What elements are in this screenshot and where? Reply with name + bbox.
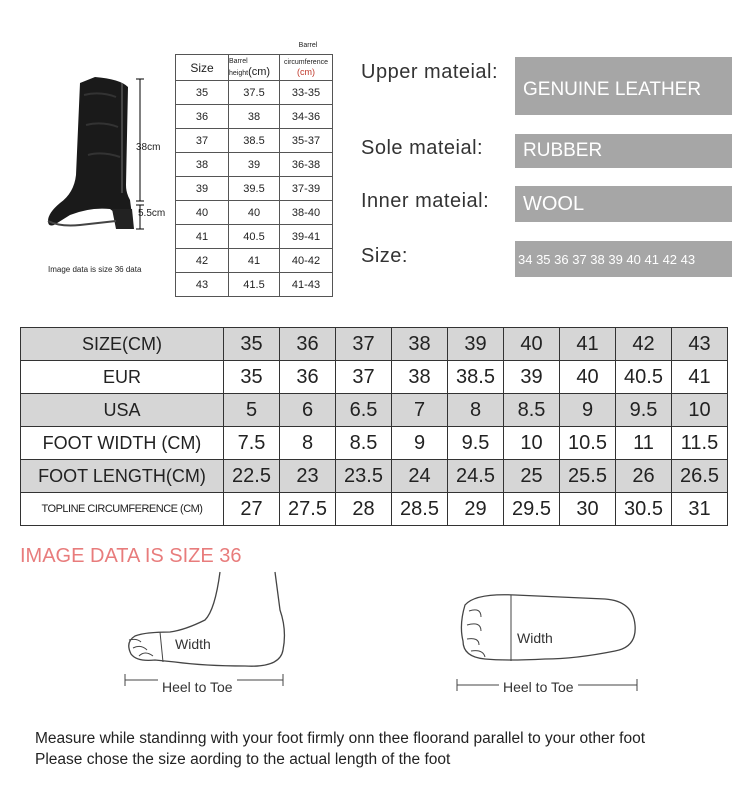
barrel-circ-header-top bbox=[280, 42, 336, 50]
boot-height-label: 38cm bbox=[136, 142, 161, 153]
barrel-height-unit: (cm) bbox=[248, 65, 271, 78]
size-table-cell: 6.5 bbox=[336, 394, 392, 427]
size-table-cell: 24.5 bbox=[448, 460, 504, 493]
top-width-label: Width bbox=[517, 630, 553, 646]
size-table-cell: 23.5 bbox=[336, 460, 392, 493]
size-table-cell: 11.5 bbox=[672, 427, 728, 460]
size-table-cell: 27.5 bbox=[280, 493, 336, 526]
size-table-row-header: FOOT WIDTH (CM) bbox=[21, 427, 224, 460]
barrel-table-row bbox=[176, 249, 333, 273]
barrel-header-size: Size bbox=[176, 55, 229, 81]
size-table-cell: 26.5 bbox=[672, 460, 728, 493]
barrel-table-row bbox=[176, 273, 333, 297]
size-table-cell: 9 bbox=[392, 427, 448, 460]
size-table-cell: 37 bbox=[336, 361, 392, 394]
size-table-cell: 35 bbox=[224, 361, 280, 394]
barrel-table-cell: 38-40 bbox=[280, 201, 333, 225]
barrel-table-cell: 36 bbox=[176, 105, 229, 129]
size-table-cell: 7.5 bbox=[224, 427, 280, 460]
barrel-height-word: Barrel bbox=[229, 57, 248, 65]
barrel-table-cell: 38 bbox=[176, 153, 229, 177]
top-length-label: Heel to Toe bbox=[499, 679, 578, 695]
size-table-cell: 25 bbox=[504, 460, 560, 493]
upper-material-label: Upper mateial: bbox=[361, 61, 499, 83]
size-table-cell: 10 bbox=[672, 394, 728, 427]
size-table-cell: 36 bbox=[280, 328, 336, 361]
size-table-cell: 41 bbox=[672, 361, 728, 394]
barrel-header-height bbox=[229, 55, 280, 81]
barrel-table-cell: 42 bbox=[176, 249, 229, 273]
barrel-table-cell: 37 bbox=[176, 129, 229, 153]
size-range-value: 34 35 36 37 38 39 40 41 42 43 bbox=[515, 241, 732, 277]
size-table-row bbox=[21, 427, 728, 460]
size-table-cell: 43 bbox=[672, 328, 728, 361]
barrel-table-cell: 41.5 bbox=[229, 273, 280, 297]
barrel-table-cell: 36-38 bbox=[280, 153, 333, 177]
size-table-cell: 41 bbox=[560, 328, 616, 361]
instruction-line-2: Please chose the size aording to the actual length of the foot bbox=[35, 751, 451, 768]
size-table-cell: 9 bbox=[560, 394, 616, 427]
size-table-row bbox=[21, 394, 728, 427]
size-table-cell: 10.5 bbox=[560, 427, 616, 460]
barrel-table-cell: 39.5 bbox=[229, 177, 280, 201]
size-table-cell: 39 bbox=[504, 361, 560, 394]
size-table-cell: 8.5 bbox=[504, 394, 560, 427]
barrel-table-cell: 39 bbox=[176, 177, 229, 201]
size-table-cell: 27 bbox=[224, 493, 280, 526]
size-table-cell: 29 bbox=[448, 493, 504, 526]
size-table-cell: 26 bbox=[616, 460, 672, 493]
barrel-table-cell: 40 bbox=[229, 201, 280, 225]
size-table-cell: 5 bbox=[224, 394, 280, 427]
size-table-cell: 38.5 bbox=[448, 361, 504, 394]
size-table-row-header: FOOT LENGTH(CM) bbox=[21, 460, 224, 493]
barrel-table-cell: 34-36 bbox=[280, 105, 333, 129]
size-table-cell: 7 bbox=[392, 394, 448, 427]
boot-heel-label: 5.5cm bbox=[138, 208, 166, 219]
size-table-cell: 8 bbox=[280, 427, 336, 460]
size-table-cell: 40 bbox=[504, 328, 560, 361]
barrel-table-row bbox=[176, 129, 333, 153]
size-table-cell: 6 bbox=[280, 394, 336, 427]
barrel-height-line2: height bbox=[229, 69, 249, 77]
barrel-table-cell: 35 bbox=[176, 81, 229, 105]
boot-caption: Image data is size 36 data bbox=[48, 265, 142, 274]
barrel-table-row bbox=[176, 177, 333, 201]
size-table-cell: 38 bbox=[392, 328, 448, 361]
barrel-table-cell: 38.5 bbox=[229, 129, 280, 153]
barrel-table-cell: 41 bbox=[229, 249, 280, 273]
barrel-circ-line2: circumference bbox=[284, 58, 328, 66]
barrel-header-circ bbox=[280, 55, 333, 81]
size-table-cell: 40 bbox=[560, 361, 616, 394]
size-table-cell: 37 bbox=[336, 328, 392, 361]
side-width-label: Width bbox=[175, 636, 211, 652]
barrel-table-row bbox=[176, 105, 333, 129]
size-table-row bbox=[21, 328, 728, 361]
size-table-row-header: TOPLINE CIRCUMFERENCE (CM) bbox=[21, 493, 224, 526]
barrel-table-cell: 43 bbox=[176, 273, 229, 297]
size-table-cell: 31 bbox=[672, 493, 728, 526]
size-table-cell: 10 bbox=[504, 427, 560, 460]
image-data-note: IMAGE DATA IS SIZE 36 bbox=[20, 545, 242, 567]
instruction-line-1: Measure while standinng with your foot firmly onn thee floorand parallel to your other foot bbox=[35, 730, 646, 747]
upper-material-value: GENUINE LEATHER bbox=[515, 57, 732, 115]
barrel-table-row bbox=[176, 153, 333, 177]
size-table-cell: 36 bbox=[280, 361, 336, 394]
size-table-cell: 30.5 bbox=[616, 493, 672, 526]
size-chart-table bbox=[20, 327, 728, 526]
barrel-table-cell: 41 bbox=[176, 225, 229, 249]
size-table-cell: 8.5 bbox=[336, 427, 392, 460]
barrel-table-row bbox=[176, 81, 333, 105]
size-table-cell: 11 bbox=[616, 427, 672, 460]
size-table-row-header: USA bbox=[21, 394, 224, 427]
size-table-cell: 42 bbox=[616, 328, 672, 361]
barrel-table-cell: 37-39 bbox=[280, 177, 333, 201]
side-length-label: Heel to Toe bbox=[158, 679, 237, 695]
size-table-cell: 28 bbox=[336, 493, 392, 526]
barrel-table-cell: 40-42 bbox=[280, 249, 333, 273]
size-table-cell: 35 bbox=[224, 328, 280, 361]
barrel-table-cell: 33-35 bbox=[280, 81, 333, 105]
barrel-circ-unit: (cm) bbox=[297, 66, 315, 77]
barrel-table-cell: 37.5 bbox=[229, 81, 280, 105]
barrel-table-row bbox=[176, 225, 333, 249]
barrel-circ-word: Barrel bbox=[298, 42, 318, 49]
size-table-cell: 23 bbox=[280, 460, 336, 493]
barrel-table-cell: 40.5 bbox=[229, 225, 280, 249]
barrel-table-cell: 39 bbox=[229, 153, 280, 177]
size-table-row bbox=[21, 361, 728, 394]
size-table-row bbox=[21, 460, 728, 493]
barrel-table-row bbox=[176, 201, 333, 225]
barrel-table bbox=[175, 54, 333, 297]
size-table-cell: 38 bbox=[392, 361, 448, 394]
inner-material-value: WOOL bbox=[515, 186, 732, 222]
size-table-cell: 9.5 bbox=[616, 394, 672, 427]
size-table-cell: 40.5 bbox=[616, 361, 672, 394]
size-table-row bbox=[21, 493, 728, 526]
size-table-row-header: SIZE(CM) bbox=[21, 328, 224, 361]
size-table-row-header: EUR bbox=[21, 361, 224, 394]
inner-material-label: Inner mateial: bbox=[361, 190, 490, 212]
size-table-cell: 9.5 bbox=[448, 427, 504, 460]
size-table-cell: 39 bbox=[448, 328, 504, 361]
size-table-cell: 30 bbox=[560, 493, 616, 526]
size-table-cell: 29.5 bbox=[504, 493, 560, 526]
size-table-cell: 22.5 bbox=[224, 460, 280, 493]
size-table-cell: 28.5 bbox=[392, 493, 448, 526]
sole-material-label: Sole mateial: bbox=[361, 137, 484, 159]
barrel-table-cell: 35-37 bbox=[280, 129, 333, 153]
barrel-table-cell: 39-41 bbox=[280, 225, 333, 249]
sole-material-value: RUBBER bbox=[515, 134, 732, 168]
barrel-table-cell: 40 bbox=[176, 201, 229, 225]
barrel-table-cell: 38 bbox=[229, 105, 280, 129]
size-range-label: Size: bbox=[361, 245, 408, 267]
size-table-cell: 8 bbox=[448, 394, 504, 427]
size-table-cell: 24 bbox=[392, 460, 448, 493]
barrel-table-cell: 41-43 bbox=[280, 273, 333, 297]
size-table-cell: 25.5 bbox=[560, 460, 616, 493]
